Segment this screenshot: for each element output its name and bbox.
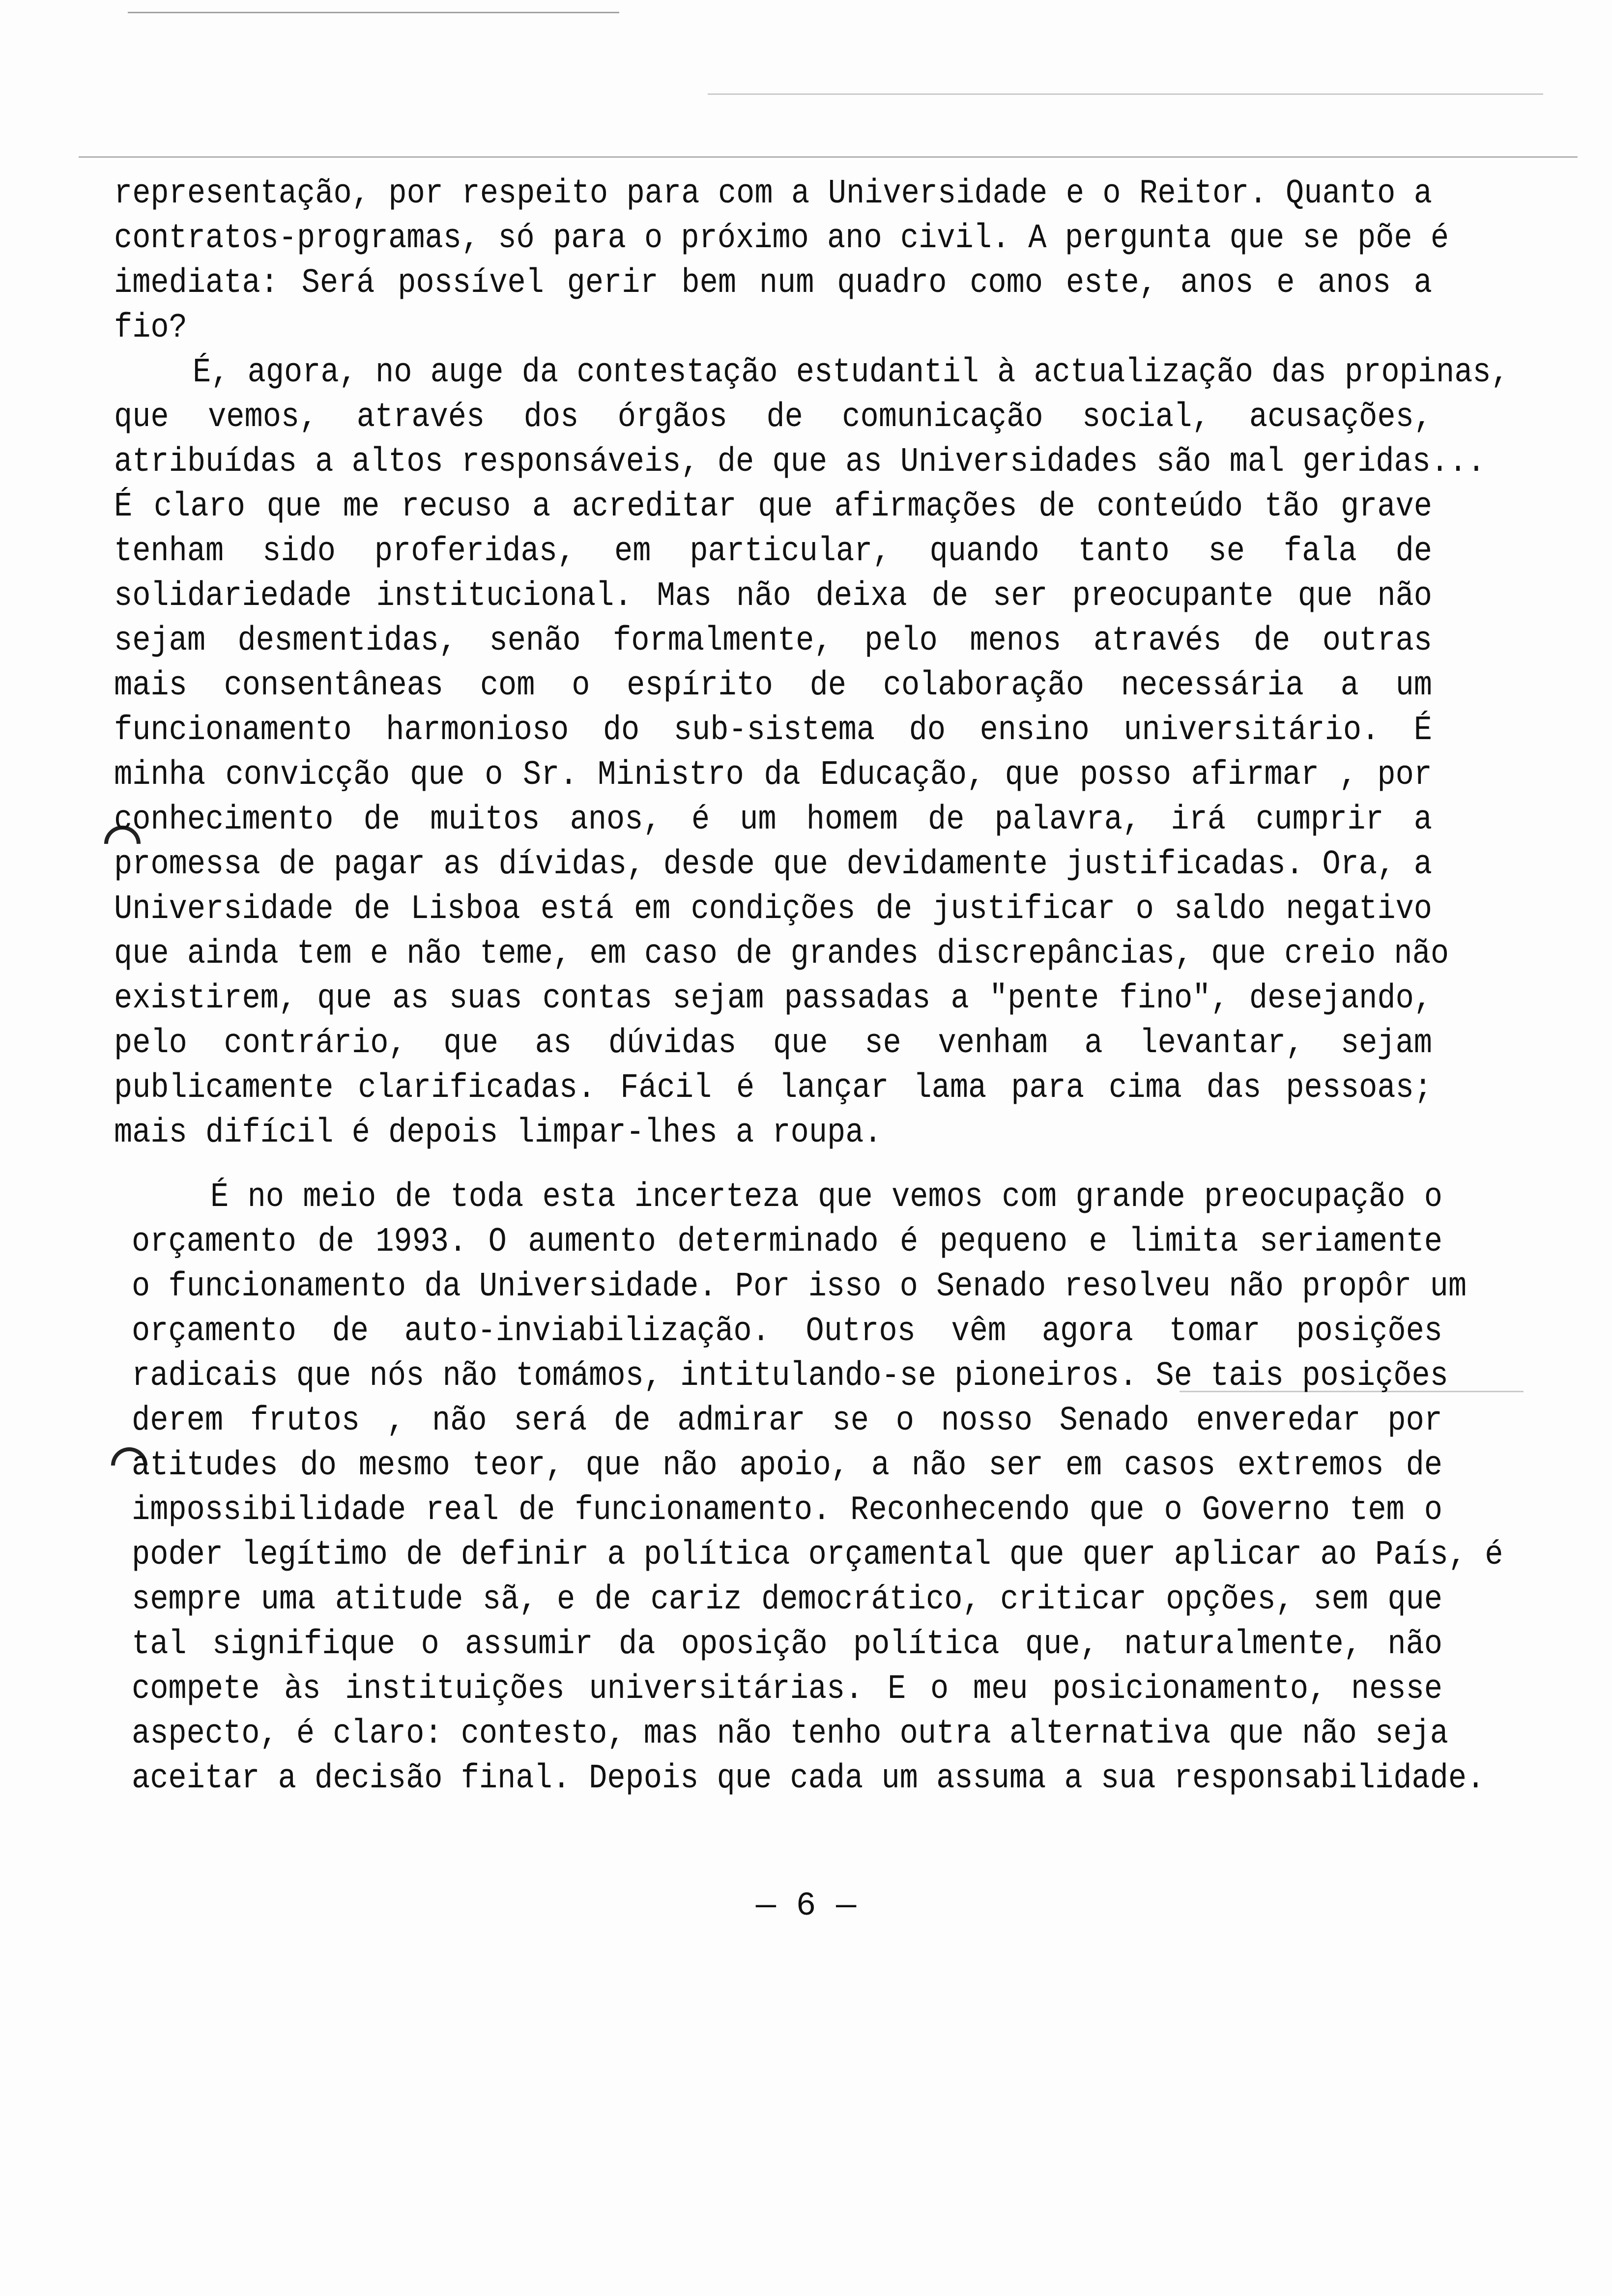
text-line: promessa de pagar as dívidas, desde que devidamente justificadas. Ora, a bbox=[114, 844, 1432, 884]
paragraph bbox=[114, 350, 1509, 1155]
text-line: tenham sido proferidas, em particular, quando tanto se fala de bbox=[114, 531, 1432, 571]
text-line: existirem, que as suas contas sejam passadas a "pente fino", desejando, bbox=[114, 978, 1432, 1018]
text-line: atitudes do mesmo teor, que não apoio, a não ser em casos extremos de bbox=[132, 1445, 1442, 1485]
text-line: É, agora, no auge da contestação estudantil à actualização das propinas, bbox=[193, 352, 1509, 392]
scan-artifact-line bbox=[128, 12, 619, 13]
text-line: funcionamento harmonioso do sub-sistema do ensino universitário. É bbox=[114, 710, 1432, 750]
text-line: poder legítimo de definir a política orçamental que quer aplicar ao País, é bbox=[132, 1535, 1503, 1575]
scan-artifact-line bbox=[79, 156, 1578, 158]
text-line: sejam desmentidas, senão formalmente, pelo menos através de outras bbox=[114, 621, 1432, 660]
text-line: compete às instituições universitárias. E o meu posicionamento, nesse bbox=[132, 1669, 1442, 1709]
text-line: Universidade de Lisboa está em condições de justificar o saldo negativo bbox=[114, 889, 1432, 929]
text-line: atribuídas a altos responsáveis, de que as Universidades são mal geridas... bbox=[114, 442, 1486, 482]
text-line: o funcionamento da Universidade. Por isso o Senado resolveu não propôr um bbox=[132, 1266, 1467, 1306]
paragraph bbox=[132, 1175, 1503, 1801]
text-line: mais consentâneas com o espírito de colaboração necessária a um bbox=[114, 665, 1432, 705]
text-line: tal signifique o assumir da oposição política que, naturalmente, não bbox=[132, 1624, 1442, 1664]
text-line: impossibilidade real de funcionamento. Reconhecendo que o Governo tem o bbox=[132, 1490, 1442, 1530]
text-line: sempre uma atitude sã, e de cariz democrático, criticar opções, sem que bbox=[132, 1579, 1442, 1619]
text-line: orçamento de auto-inviabilização. Outros vêm agora tomar posições bbox=[132, 1311, 1442, 1351]
text-line: representação, por respeito para com a Universidade e o Reitor. Quanto a bbox=[114, 173, 1432, 213]
text-line: orçamento de 1993. O aumento determinado é pequeno e limita seriamente bbox=[132, 1222, 1442, 1262]
text-line: radicais que nós não tomámos, intitulando-se pioneiros. Se tais posições bbox=[132, 1356, 1448, 1396]
text-line: É claro que me recuso a acreditar que afirmações de conteúdo tão grave bbox=[114, 487, 1432, 526]
text-line: publicamente clarificadas. Fácil é lançar lama para cima das pessoas; bbox=[114, 1068, 1432, 1108]
text-line: fio? bbox=[114, 308, 187, 347]
text-line: que ainda tem e não teme, em caso de grandes discrepâncias, que creio não bbox=[114, 934, 1449, 974]
text-line: mais difícil é depois limpar-lhes a roupa. bbox=[114, 1113, 882, 1152]
text-line: derem frutos , não será de admirar se o nosso Senado enveredar por bbox=[132, 1401, 1442, 1440]
text-line: contratos-programas, só para o próximo ano civil. A pergunta que se põe é bbox=[114, 218, 1449, 258]
text-line: conhecimento de muitos anos, é um homem de palavra, irá cumprir a bbox=[114, 800, 1432, 839]
page-number: — 6 — bbox=[755, 1887, 857, 1925]
text-line: que vemos, através dos órgãos de comunicação social, acusações, bbox=[114, 397, 1432, 437]
text-line: minha convicção que o Sr. Ministro da Educação, que posso afirmar , por bbox=[114, 755, 1432, 795]
paragraph bbox=[114, 171, 1449, 350]
text-line: aceitar a decisão final. Depois que cada um assuma a sua responsabilidade. bbox=[132, 1758, 1485, 1798]
text-line: solidariedade institucional. Mas não deixa de ser preocupante que não bbox=[114, 576, 1432, 616]
text-line: imediata: Será possível gerir bem num quadro como este, anos e anos a bbox=[114, 263, 1432, 303]
text-line: É no meio de toda esta incerteza que vemos com grande preocupação o bbox=[210, 1177, 1442, 1217]
scan-artifact-line bbox=[708, 93, 1543, 95]
text-line: pelo contrário, que as dúvidas que se venham a levantar, sejam bbox=[114, 1023, 1432, 1063]
text-line: aspecto, é claro: contesto, mas não tenho outra alternativa que não seja bbox=[132, 1714, 1448, 1753]
